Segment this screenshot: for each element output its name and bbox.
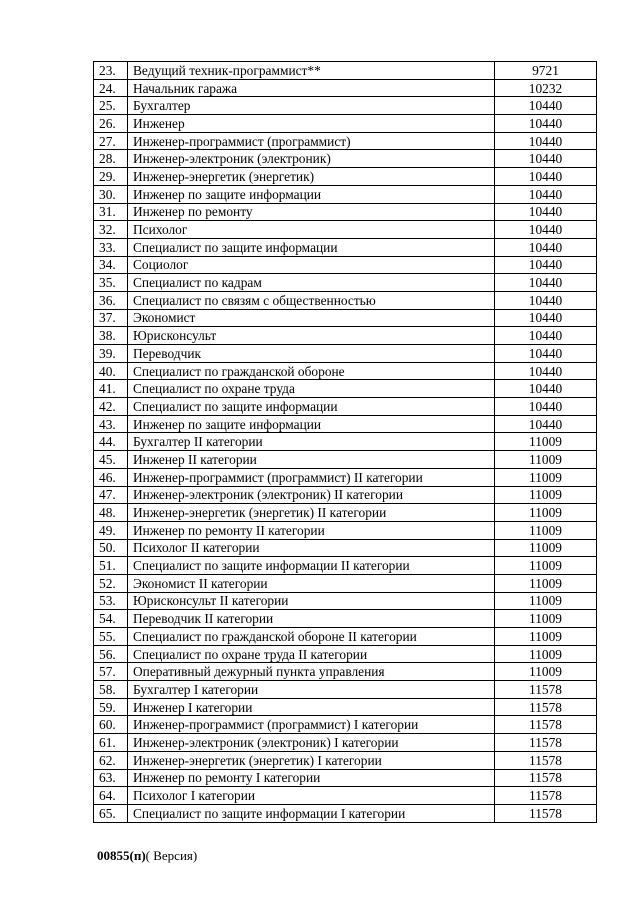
salary-value: 11578 (495, 769, 597, 787)
table-row (94, 663, 597, 681)
row-number: 24. (94, 79, 128, 97)
salary-value: 11009 (495, 628, 597, 646)
salary-value: 11009 (495, 451, 597, 469)
salary-value: 11009 (495, 486, 597, 504)
row-number: 65. (94, 804, 128, 822)
table-row (94, 769, 597, 787)
table-row (94, 433, 597, 451)
salary-value: 10440 (495, 362, 597, 380)
position-name: Инженер-электроник (электроник) II категории (128, 486, 495, 504)
position-name: Инженер-электроник (электроник) (128, 150, 495, 168)
salary-value: 11578 (495, 751, 597, 769)
salary-value: 11009 (495, 504, 597, 522)
row-number: 28. (94, 150, 128, 168)
position-name: Экономист (128, 309, 495, 327)
salary-value: 10440 (495, 327, 597, 345)
position-name: Специалист по защите информации (128, 238, 495, 256)
table-row (94, 787, 597, 805)
position-name: Ведущий техник-программист** (128, 62, 495, 80)
salary-value: 9721 (495, 62, 597, 80)
position-name: Оперативный дежурный пункта управления (128, 663, 495, 681)
position-name: Переводчик II категории (128, 610, 495, 628)
salary-value: 11009 (495, 557, 597, 575)
document-version: ( Версия) (145, 848, 198, 863)
row-number: 64. (94, 787, 128, 805)
salary-value: 11578 (495, 698, 597, 716)
table-row (94, 574, 597, 592)
salary-value: 10440 (495, 256, 597, 274)
row-number: 57. (94, 663, 128, 681)
position-name: Специалист по охране труда II категории (128, 645, 495, 663)
position-name: Психолог I категории (128, 787, 495, 805)
table-row (94, 610, 597, 628)
position-name: Специалист по защите информации I категории (128, 804, 495, 822)
row-number: 41. (94, 380, 128, 398)
position-name: Социолог (128, 256, 495, 274)
position-name: Инженер-электроник (электроник) I категории (128, 734, 495, 752)
salary-value: 10440 (495, 203, 597, 221)
row-number: 61. (94, 734, 128, 752)
row-number: 27. (94, 132, 128, 150)
table-row (94, 804, 597, 822)
table-row (94, 97, 597, 115)
row-number: 30. (94, 185, 128, 203)
row-number: 39. (94, 345, 128, 363)
position-name: Инженер по ремонту (128, 203, 495, 221)
table-row (94, 681, 597, 699)
salary-value: 10440 (495, 345, 597, 363)
row-number: 32. (94, 221, 128, 239)
position-name: Инженер по защите информации (128, 415, 495, 433)
table-row (94, 327, 597, 345)
position-name: Начальник гаража (128, 79, 495, 97)
row-number: 40. (94, 362, 128, 380)
row-number: 31. (94, 203, 128, 221)
table-row (94, 751, 597, 769)
salary-value: 10440 (495, 97, 597, 115)
row-number: 35. (94, 274, 128, 292)
table-row (94, 415, 597, 433)
salary-value: 10440 (495, 238, 597, 256)
table-row (94, 291, 597, 309)
salary-value: 11009 (495, 433, 597, 451)
position-name: Специалист по гражданской обороне II категории (128, 628, 495, 646)
position-name: Инженер-энергетик (энергетик) II категории (128, 504, 495, 522)
position-name: Специалист по защите информации II категории (128, 557, 495, 575)
row-number: 26. (94, 115, 128, 133)
position-name: Специалист по кадрам (128, 274, 495, 292)
position-name: Инженер по ремонту II категории (128, 521, 495, 539)
salary-value: 11009 (495, 468, 597, 486)
row-number: 56. (94, 645, 128, 663)
row-number: 60. (94, 716, 128, 734)
position-name: Психолог II категории (128, 539, 495, 557)
position-name: Юрисконсульт (128, 327, 495, 345)
salary-value: 11578 (495, 734, 597, 752)
salary-value: 10440 (495, 168, 597, 186)
row-number: 43. (94, 415, 128, 433)
table-row (94, 115, 597, 133)
salary-value: 10440 (495, 150, 597, 168)
table-row (94, 734, 597, 752)
row-number: 42. (94, 398, 128, 416)
table-row (94, 362, 597, 380)
salary-value: 11578 (495, 716, 597, 734)
row-number: 23. (94, 62, 128, 80)
table-row (94, 521, 597, 539)
position-name: Инженер-программист (программист) II категории (128, 468, 495, 486)
salary-value: 10232 (495, 79, 597, 97)
row-number: 44. (94, 433, 128, 451)
table-row (94, 238, 597, 256)
row-number: 62. (94, 751, 128, 769)
row-number: 38. (94, 327, 128, 345)
salary-value: 11578 (495, 804, 597, 822)
salary-value: 11009 (495, 663, 597, 681)
table-row (94, 256, 597, 274)
row-number: 50. (94, 539, 128, 557)
table-row (94, 380, 597, 398)
table-row (94, 451, 597, 469)
table-row (94, 716, 597, 734)
table-row (94, 185, 597, 203)
salary-value: 10440 (495, 415, 597, 433)
table-row (94, 486, 597, 504)
salary-value: 11009 (495, 592, 597, 610)
salary-value: 10440 (495, 380, 597, 398)
salary-value: 11009 (495, 574, 597, 592)
position-name: Инженер-программист (программист) (128, 132, 495, 150)
document-code: 00855(п) (97, 848, 146, 863)
table-row (94, 504, 597, 522)
position-name: Экономист II категории (128, 574, 495, 592)
salary-value: 11009 (495, 645, 597, 663)
table-row (94, 274, 597, 292)
table-row (94, 221, 597, 239)
row-number: 48. (94, 504, 128, 522)
row-number: 29. (94, 168, 128, 186)
table-row (94, 345, 597, 363)
salary-value: 11578 (495, 787, 597, 805)
salary-value: 11009 (495, 521, 597, 539)
row-number: 63. (94, 769, 128, 787)
table-row (94, 698, 597, 716)
table-row (94, 309, 597, 327)
row-number: 46. (94, 468, 128, 486)
row-number: 33. (94, 238, 128, 256)
table-row (94, 150, 597, 168)
row-number: 53. (94, 592, 128, 610)
salary-value: 10440 (495, 185, 597, 203)
position-name: Инженер по защите информации (128, 185, 495, 203)
page-footer (97, 848, 197, 864)
salary-value: 10440 (495, 309, 597, 327)
row-number: 45. (94, 451, 128, 469)
table-row (94, 628, 597, 646)
row-number: 34. (94, 256, 128, 274)
position-name: Специалист по защите информации (128, 398, 495, 416)
table-row (94, 645, 597, 663)
row-number: 36. (94, 291, 128, 309)
salary-value: 10440 (495, 291, 597, 309)
position-name: Специалист по охране труда (128, 380, 495, 398)
salary-value: 10440 (495, 221, 597, 239)
position-name: Юрисконсульт II категории (128, 592, 495, 610)
position-name: Инженер I категории (128, 698, 495, 716)
position-name: Инженер-энергетик (энергетик) I категории (128, 751, 495, 769)
table-row (94, 539, 597, 557)
position-name: Специалист по связям с общественностью (128, 291, 495, 309)
table-body (94, 62, 597, 823)
table-row (94, 398, 597, 416)
salary-value: 11009 (495, 610, 597, 628)
row-number: 52. (94, 574, 128, 592)
table-row (94, 132, 597, 150)
table-row (94, 62, 597, 80)
row-number: 49. (94, 521, 128, 539)
salary-value: 10440 (495, 398, 597, 416)
row-number: 51. (94, 557, 128, 575)
position-name: Бухгалтер (128, 97, 495, 115)
table-row (94, 592, 597, 610)
salary-value: 10440 (495, 115, 597, 133)
position-name: Инженер-программист (программист) I категории (128, 716, 495, 734)
salary-value: 11578 (495, 681, 597, 699)
row-number: 47. (94, 486, 128, 504)
position-name: Инженер по ремонту I категории (128, 769, 495, 787)
position-name: Инженер-энергетик (энергетик) (128, 168, 495, 186)
salary-value: 11009 (495, 539, 597, 557)
row-number: 25. (94, 97, 128, 115)
table-row (94, 557, 597, 575)
table-row (94, 203, 597, 221)
position-name: Инженер II категории (128, 451, 495, 469)
table-row (94, 468, 597, 486)
row-number: 37. (94, 309, 128, 327)
position-name: Психолог (128, 221, 495, 239)
salary-value: 10440 (495, 132, 597, 150)
table-row (94, 79, 597, 97)
row-number: 58. (94, 681, 128, 699)
row-number: 54. (94, 610, 128, 628)
row-number: 55. (94, 628, 128, 646)
salary-table (93, 61, 597, 823)
position-name: Специалист по гражданской обороне (128, 362, 495, 380)
position-name: Инженер (128, 115, 495, 133)
position-name: Бухгалтер II категории (128, 433, 495, 451)
position-name: Переводчик (128, 345, 495, 363)
table-row (94, 168, 597, 186)
row-number: 59. (94, 698, 128, 716)
salary-value: 10440 (495, 274, 597, 292)
position-name: Бухгалтер I категории (128, 681, 495, 699)
